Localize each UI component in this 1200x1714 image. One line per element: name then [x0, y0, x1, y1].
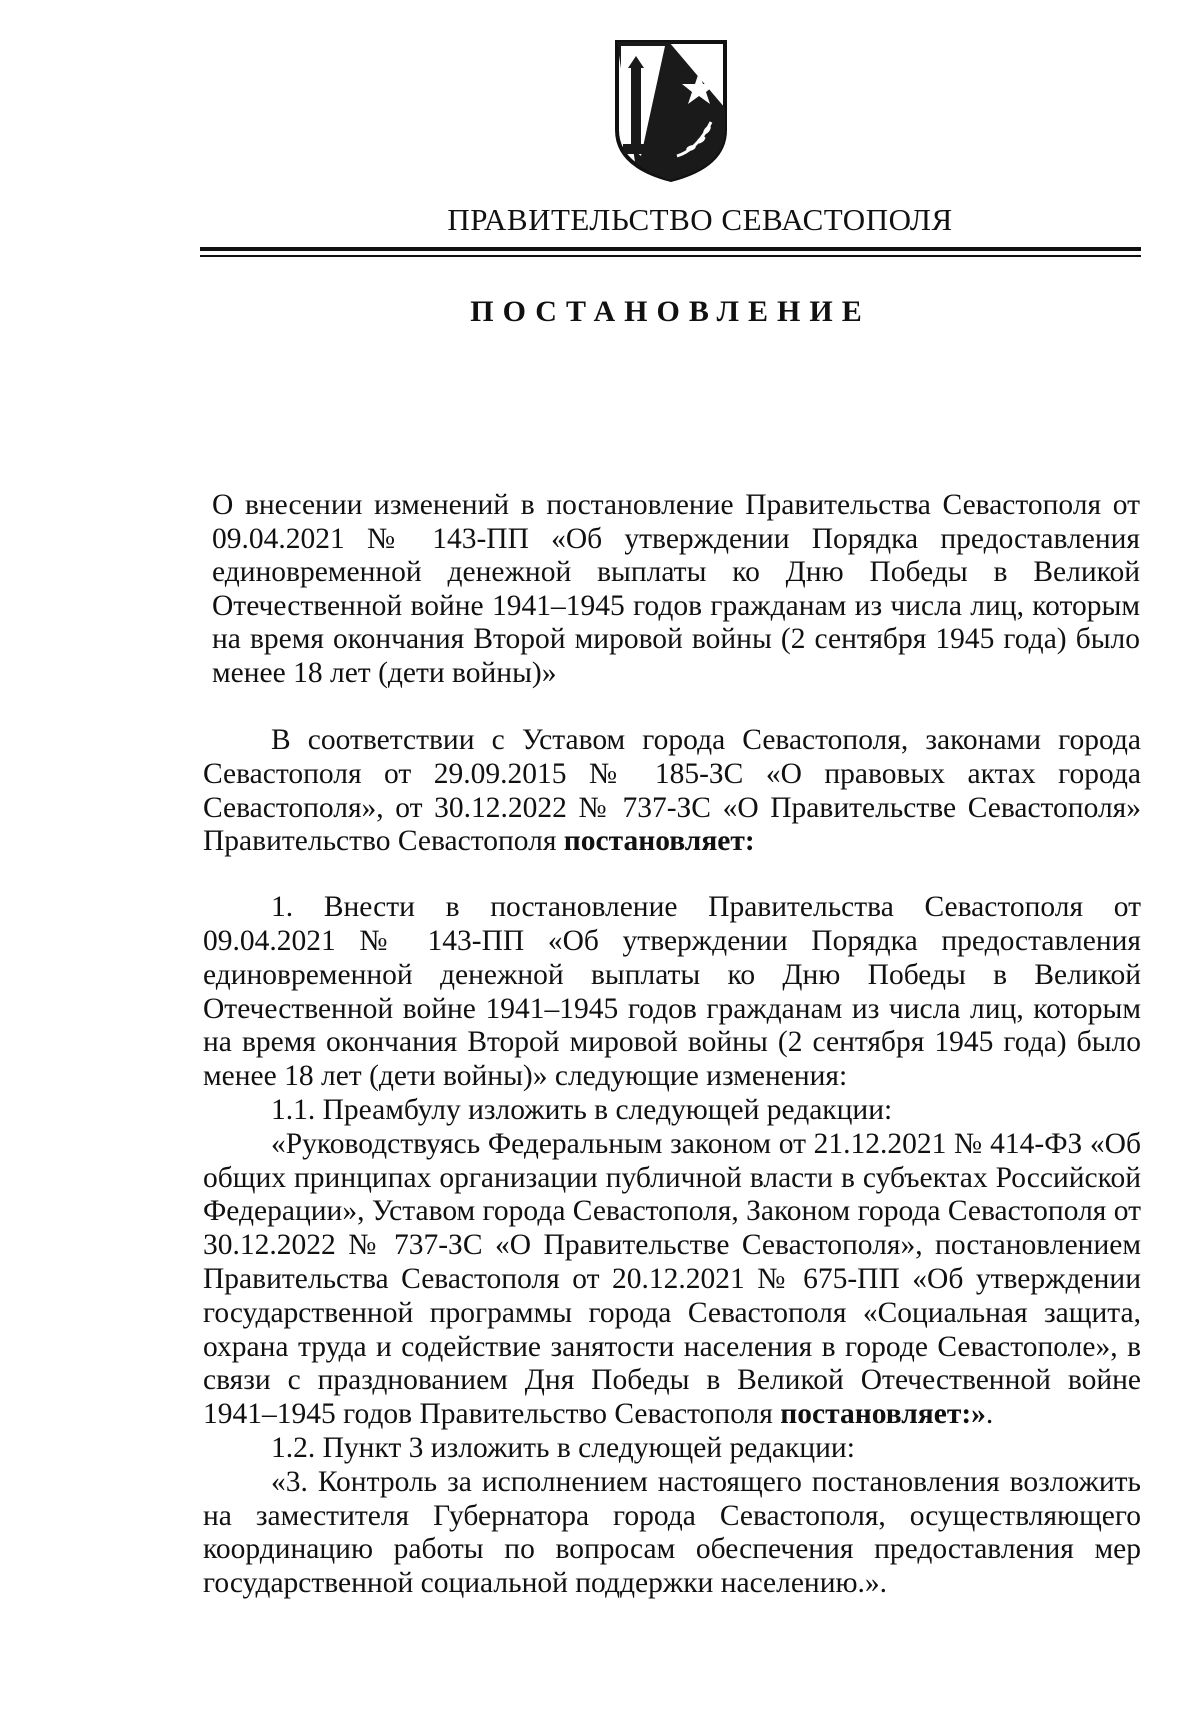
subject-text: О внесении изменений в постановление Правительства Севастополя от 09.04.2021 № 143-ПП «Об утверждении Порядка предоставления единовременной денежной выплаты ко Дню Победы в Великой Отечественной войне 1941–1945 годов гражданам из числа лиц, которым на время окончания Второй мировой войны (2 сентября 1945 года) было менее 18 лет (дети войны)» [212, 489, 1140, 689]
document-type-title: ПОСТАНОВЛЕНИЕ [470, 295, 871, 328]
document-body [203, 724, 1141, 1601]
item-1-1-end: . [985, 1398, 994, 1431]
preamble-decree: постановляет: [563, 825, 755, 858]
item-1-2: 1.2. Пункт 3 изложить в следующей редакции: [271, 1431, 855, 1464]
preamble-text: В соответствии с Уставом города Севастополя, законами города Севастополя от 29.09.2015 № 185-ЗС «О правовых актах города Севастополя», от 30.12.2022 № 737-ЗС «О Правительстве Севастополя» Правительство Севастополя [203, 724, 1141, 858]
item-1-1: 1.1. Преамбулу изложить в следующей редакции: [271, 1093, 893, 1126]
item-1-1-quote-text: «Руководствуясь Федеральным законом от 21.12.2021 № 414-ФЗ «Об общих принципах организации публичной власти в субъектах Российской Федерации», Уставом города Севастополя, Законом города Севастополя от 30.12.2022 № 737-ЗС «О Правительстве Севастополя», постановлением Правительства Севастополя от 20.12.2021 № 675-ПП «Об утверждении государственной программы города Севастополя «Социальная защита, охрана труда и содействие занятости населения в городе Севастополе», в связи с празднованием Дня Победы в Великой Отечественной войне 1941–1945 годов Правительство Севастополя [203, 1127, 1141, 1431]
item-1-1-decree: постановляет:» [780, 1398, 986, 1431]
item-1: 1. Внести в постановление Правительства Севастополя от 09.04.2021 № 143-ПП «Об утверждении Порядка предоставления единовременной денежной выплаты ко Дню Победы в Великой Отечественной войне 1941–1945 годов гражданам из числа лиц, которым на время окончания Второй мировой войны (2 сентября 1945 года) было менее 18 лет (дети войны)» следующие изменения: [203, 891, 1141, 1093]
item-1-2-quote: «3. Контроль за исполнением настоящего постановления возложить на заместителя Губернатора города Севастополя, осуществляющего координацию работы по вопросам обеспечения предоставления мер государственной социальной поддержки населению.». [203, 1465, 1141, 1600]
document-subject [212, 489, 1140, 691]
header-divider-thin [200, 255, 1141, 257]
header-divider-thick [200, 247, 1141, 251]
sevastopol-coat-of-arms-icon [611, 38, 731, 184]
government-title: ПРАВИТЕЛЬСТВО СЕВАСТОПОЛЯ [447, 202, 953, 237]
item-1-1-quote [203, 1128, 1141, 1432]
preamble-paragraph [203, 724, 1141, 859]
